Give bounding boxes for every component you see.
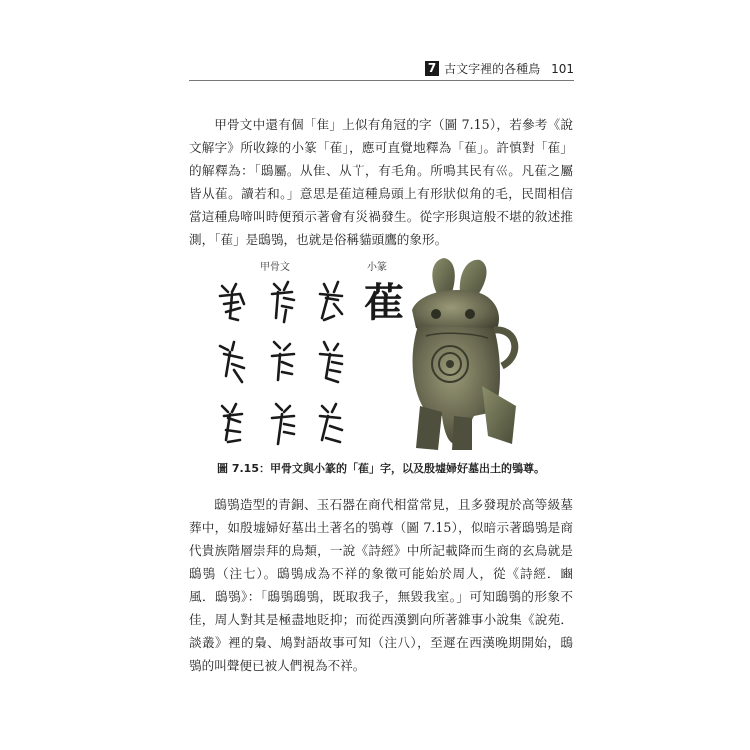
figure-7-15 [200, 256, 540, 456]
chapter-number-badge: 7 [425, 61, 439, 76]
oracle-bone-label: 甲骨文 [260, 262, 290, 273]
oracle-glyph [312, 400, 350, 446]
body-paragraph-2: 鴟鴞造型的青銅、玉石器在商代相當常見，且多發現於高等級墓葬中，如殷墟婦好墓出土著名的鴞尊（圖 7.15），似暗示著鴟鴞是商代貴族階層崇拜的鳥類，一說《詩經》中所記載降而生商的玄鳥就是鴟鴞（注七）。鴟鴞成為不祥的象徵可能始於周人，從《詩經．豳風．鴟鴞》：「鴟鴞鴟鴞，既取我子，無毀我室。」可知鴟鴞的形象不佳，周人對其是極盡地貶抑；而從西漢劉向所著雜事小說集《說苑．談叢》裡的梟、鳩對語故事可知（注八），至遲在西漢晚期開始，鴟鴞的叫聲便已被人們視為不祥。 [189, 497, 573, 673]
figure-caption: 圖 7.15：甲骨文與小篆的「萑」字，以及殷墟婦好墓出土的鴞尊。 [217, 462, 545, 475]
running-header [189, 60, 574, 81]
oracle-glyph [264, 338, 302, 384]
small-seal-glyph: 萑 [364, 279, 404, 326]
oracle-glyph [214, 338, 252, 384]
oracle-glyph [312, 278, 350, 324]
oracle-glyph [264, 278, 302, 324]
page-number: 101 [551, 61, 574, 76]
body-paragraph-1: 甲骨文中還有個「隹」上似有角冠的字（圖 7.15），若參考《說文解字》所收錄的小篆「萑」，應可直覺地釋為「萑」。許慎對「萑」的解釋為：「鴟屬。从隹、从𦫳，有毛角。所鳴其民有𡿧。凡萑之屬皆从萑。讀若和。」意思是萑這種鳥頭上有形狀似角的毛，民間相信當這種鳥啼叫時便預示著會有災禍發生。從字形與這般不堪的敘述推測，「萑」是鴟鴞，也就是俗稱貓頭鷹的象形。 [189, 117, 573, 247]
oracle-glyph [214, 278, 252, 324]
owl-zun-vessel-image [398, 256, 536, 452]
small-seal-label: 小篆 [367, 262, 387, 273]
oracle-glyph [214, 400, 252, 446]
chapter-title: 古文字裡的各種鳥 [444, 62, 541, 76]
oracle-glyph [264, 400, 302, 446]
oracle-glyph [312, 338, 350, 384]
header-group [425, 60, 574, 77]
